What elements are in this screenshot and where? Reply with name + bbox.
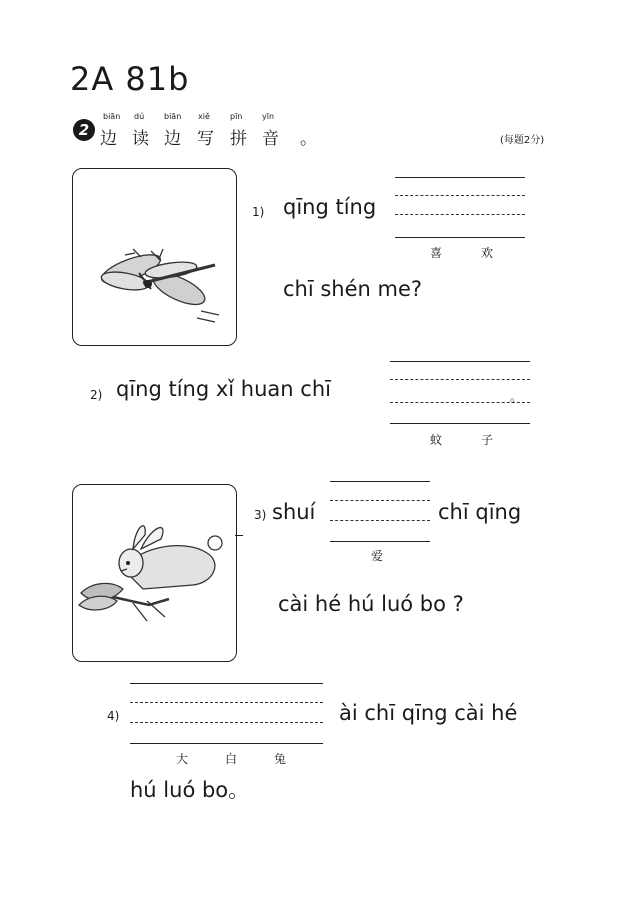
q3-writing-line-mid2 — [330, 520, 430, 521]
frame-connector — [235, 535, 243, 536]
question-number-badge: 2 — [73, 119, 95, 141]
instruction-hanzi — [100, 124, 330, 148]
rabbit-icon — [73, 485, 236, 661]
pinyin-4: xiě — [198, 112, 210, 121]
q1-hint-2: 欢 — [481, 246, 494, 260]
q3-continuation: cài hé hú luó bo ? — [278, 592, 464, 616]
q3-number: 3) — [254, 508, 267, 522]
q4-hint-2: 白 — [225, 752, 238, 766]
q2-writing-line-top — [390, 361, 530, 362]
worksheet-title: 2A 81b — [70, 60, 190, 98]
q1-writing-line-top — [395, 177, 525, 178]
instruction-pinyin — [100, 112, 320, 124]
hanzi-5: 拼 — [230, 129, 247, 149]
q4-writing-line-mid1 — [130, 702, 323, 703]
dragonfly-icon — [73, 169, 236, 345]
hanzi-period: 。 — [300, 129, 317, 149]
q1-continuation: chī shén me? — [283, 277, 423, 301]
hanzi-2: 读 — [132, 129, 149, 149]
q1-text: qīng tíng — [283, 195, 377, 219]
q3-writing-line-top — [330, 481, 430, 482]
pinyin-2: dú — [134, 112, 145, 121]
q1-writing-line-bottom — [395, 237, 525, 238]
q2-number: 2) — [90, 388, 103, 402]
q3-writing-line-bottom — [330, 541, 430, 542]
q2-hint-1: 蚊 — [430, 433, 443, 447]
q2-writing-line-mid1 — [390, 379, 530, 380]
q2-hint-2: 子 — [481, 433, 494, 447]
q3-pre-text: shuí — [272, 500, 316, 524]
hanzi-1: 边 — [100, 129, 117, 149]
pinyin-6: yīn — [262, 112, 275, 121]
hanzi-3: 边 — [164, 129, 181, 149]
q4-hint-3: 兔 — [274, 752, 287, 766]
pinyin-5: pīn — [230, 112, 243, 121]
q4-writing-line-bottom — [130, 743, 323, 744]
q4-writing-line-top — [130, 683, 323, 684]
dragonfly-picture-frame — [72, 168, 237, 346]
hanzi-4: 写 — [197, 129, 214, 149]
q2-period: 。 — [510, 390, 523, 404]
pinyin-3: biān — [164, 112, 182, 121]
q3-hint: 爱 — [371, 549, 384, 563]
q4-hint-1: 大 — [176, 752, 189, 766]
q4-continuation: hú luó bo。 — [130, 778, 250, 802]
q3-post-text: chī qīng — [438, 500, 522, 524]
q2-text: qīng tíng xǐ huan chī — [116, 377, 331, 401]
q2-writing-line-mid2 — [390, 402, 530, 403]
q4-text: ài chī qīng cài hé — [339, 701, 518, 725]
pinyin-1: biān — [103, 112, 121, 121]
hanzi-6: 音 — [262, 129, 279, 149]
q1-number: 1) — [252, 205, 265, 219]
q1-writing-line-mid2 — [395, 214, 525, 215]
q4-writing-line-mid2 — [130, 722, 323, 723]
score-note: (每题2分) — [500, 135, 545, 146]
q2-writing-line-bottom — [390, 423, 530, 424]
q3-writing-line-mid1 — [330, 500, 430, 501]
rabbit-picture-frame — [72, 484, 237, 662]
q4-number: 4) — [107, 709, 120, 723]
q1-writing-line-mid1 — [395, 195, 525, 196]
q1-hint-1: 喜 — [430, 246, 443, 260]
